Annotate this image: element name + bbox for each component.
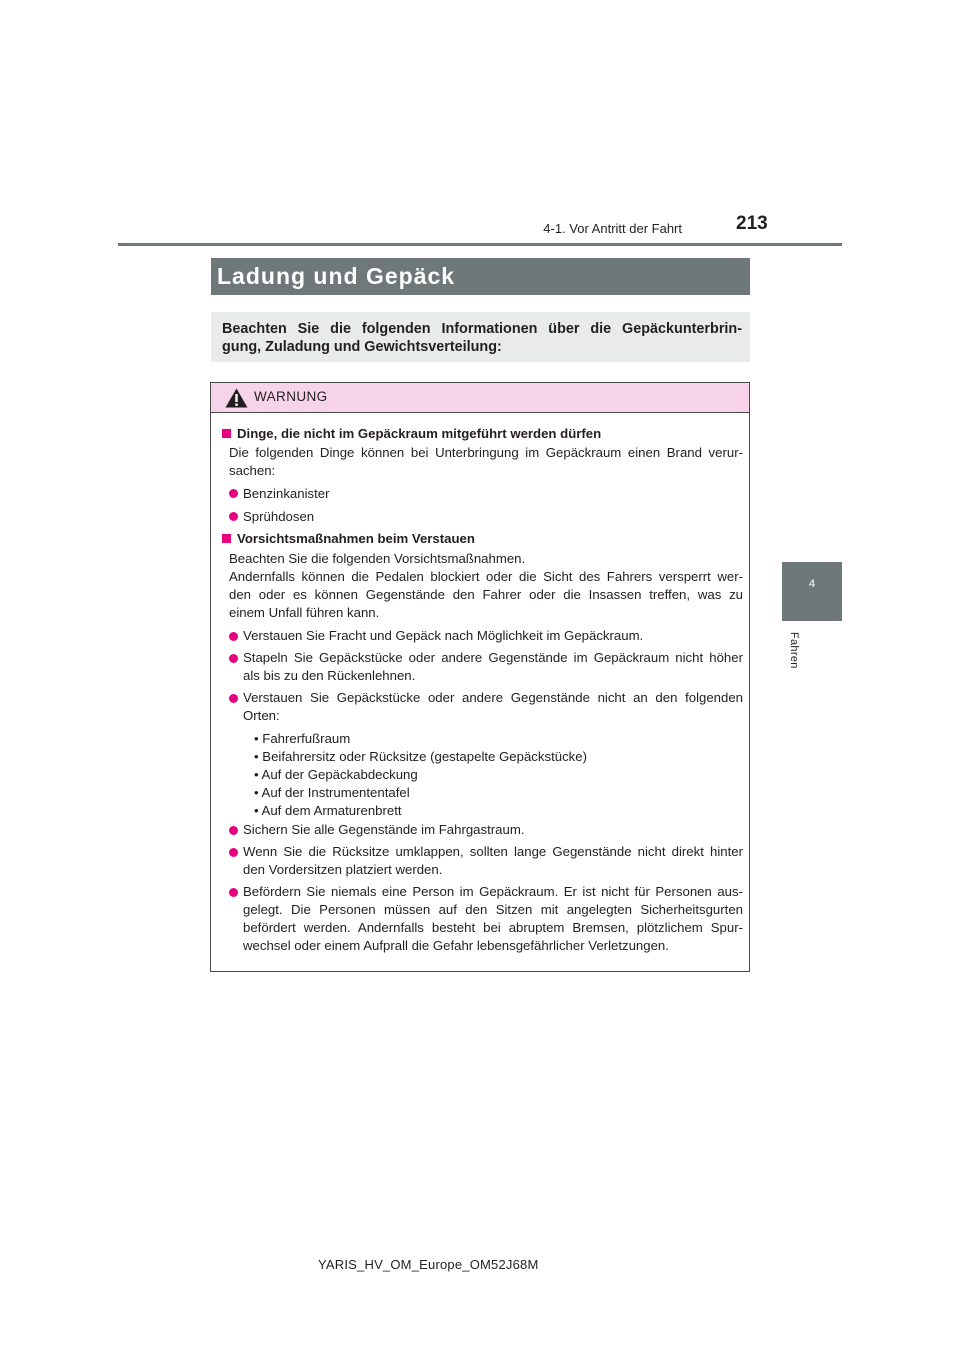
- circle-bullet-icon: [229, 512, 238, 521]
- sub-list-item: • Beifahrersitz oder Rücksitze (gestapelte Gepäckstücke): [254, 749, 587, 764]
- bullet-text: Benzinkanister: [243, 486, 330, 501]
- bullet-text: Befördern Sie niemals eine Person im Gepäckraum. Er ist nicht für Personen aus-: [243, 884, 743, 899]
- page-title: Ladung und Gepäck: [217, 263, 456, 289]
- sub-list-item: • Auf der Gepäckabdeckung: [254, 767, 418, 782]
- bullet-text: Verstauen Sie Fracht und Gepäck nach Möglichkeit im Gepäckraum.: [243, 628, 644, 643]
- body-line: sachen:: [229, 463, 276, 478]
- bullet-item: [243, 508, 314, 526]
- warning-body-1: [229, 444, 743, 480]
- warning-heading-1: [222, 425, 601, 443]
- sub-list-item: • Auf dem Armaturenbrett: [254, 803, 402, 818]
- bullet-text: den Vordersitzen platziert werden.: [243, 862, 443, 877]
- sub-list-item: • Auf der Instrumententafel: [254, 785, 410, 800]
- circle-bullet-icon: [229, 848, 238, 857]
- intro-line-1: Beachten Sie die folgenden Informationen über die Gepäckunterbrin-: [222, 321, 742, 336]
- bullet-text: Stapeln Sie Gepäckstücke oder andere Gegenstände im Gepäckraum nicht höher: [243, 650, 743, 665]
- heading-text: Vorsichtsmaßnahmen beim Verstauen: [237, 531, 475, 546]
- section-title: 4-1. Vor Antritt der Fahrt: [543, 221, 682, 236]
- square-bullet-icon: [222, 429, 231, 438]
- bullet-text: als bis zu den Rückenlehnen.: [243, 668, 416, 683]
- circle-bullet-icon: [229, 654, 238, 663]
- bullet-text: Wenn Sie die Rücksitze umklappen, sollten lange Gegenstände nicht direkt hinter: [243, 844, 743, 859]
- body-line: einem Unfall führen kann.: [229, 605, 380, 620]
- warning-body-2: [229, 550, 743, 622]
- warning-triangle-icon: [225, 388, 248, 408]
- bullet-text: Verstauen Sie Gepäckstücke oder andere Gegenstände nicht an den folgenden: [243, 690, 743, 705]
- bullet-item: [243, 649, 743, 685]
- header-rule: [118, 243, 842, 246]
- body-line: Die folgenden Dinge können bei Unterbringung im Gepäckraum einen Brand verur-: [229, 445, 743, 460]
- body-line: Beachten Sie die folgenden Vorsichtsmaßnahmen.: [229, 551, 526, 566]
- sub-list-item: • Fahrerfußraum: [254, 731, 351, 746]
- bullet-text: Sprühdosen: [243, 509, 315, 524]
- body-line: den oder es können Gegenstände den Fahrer oder die Insassen treffen, was zu: [229, 587, 743, 602]
- document-id-footer: YARIS_HV_OM_Europe_OM52J68M: [318, 1257, 539, 1272]
- body-line: Andernfalls können die Pedalen blockiert oder die Sicht des Fahrers versperrt wer-: [229, 569, 743, 584]
- bullet-text: befördert werden. Andernfalls besteht bei abruptem Bremsen, plötzlichem Spur-: [243, 920, 743, 935]
- warning-label: WARNUNG: [254, 389, 328, 404]
- circle-bullet-icon: [229, 888, 238, 897]
- chapter-label-text: Fahren: [788, 632, 800, 669]
- bullet-item: [243, 821, 524, 839]
- chapter-tab: [782, 562, 842, 621]
- intro-line-2: gung, Zuladung und Gewichtsverteilung:: [222, 339, 502, 355]
- bullet-text: Orten:: [243, 708, 280, 723]
- warning-heading-2: [222, 530, 475, 548]
- bullet-item: [243, 485, 330, 503]
- intro-text: [222, 318, 742, 358]
- bullet-item: [243, 689, 743, 725]
- page-number: 213: [736, 213, 768, 234]
- heading-text: Dinge, die nicht im Gepäckraum mitgeführt werden dürfen: [237, 426, 602, 441]
- circle-bullet-icon: [229, 694, 238, 703]
- circle-bullet-icon: [229, 826, 238, 835]
- chapter-label: [788, 632, 802, 692]
- square-bullet-icon: [222, 534, 231, 543]
- bullet-item: [243, 883, 743, 955]
- bullet-text: Sichern Sie alle Gegenstände im Fahrgastraum.: [243, 822, 525, 837]
- circle-bullet-icon: [229, 632, 238, 641]
- bullet-item: [243, 627, 643, 645]
- circle-bullet-icon: [229, 489, 238, 498]
- chapter-number: 4: [808, 578, 816, 590]
- bullet-text: wechsel oder einem Aufprall die Gefahr lebensgefährlicher Verletzungen.: [243, 938, 669, 953]
- sub-list: [254, 730, 587, 820]
- bullet-text: gelegt. Die Personen müssen auf den Sitzen mit angelegten Sicherheitsgurten: [243, 902, 743, 917]
- bullet-item: [243, 843, 743, 879]
